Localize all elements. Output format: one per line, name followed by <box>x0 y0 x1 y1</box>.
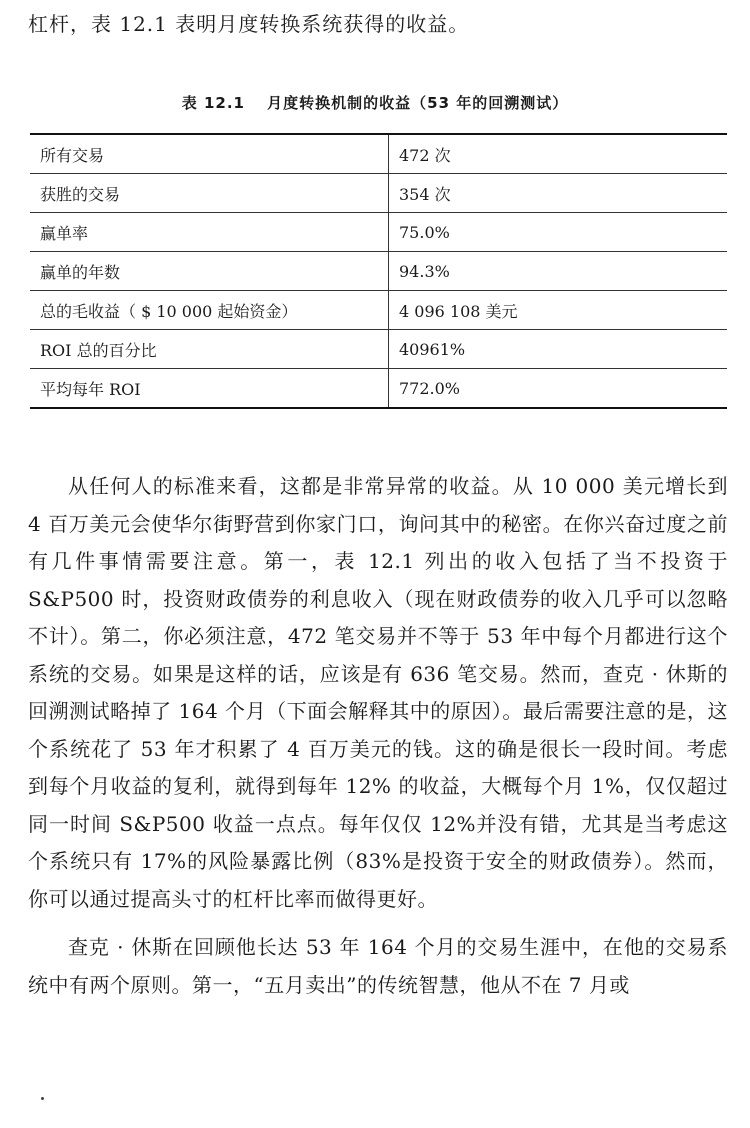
row-label: 总的毛收益（ $ 10 000 起始资金） <box>30 291 389 330</box>
paragraph: 从任何人的标准来看，这都是非常异常的收益。从 10 000 美元增长到 4 百万美元会使华尔街野营到你家门口，询问其中的秘密。在你兴奋过度之前有几件事情需要注意。第一，表 12.1 列出的收入包括了当不投资于 S&P500 时，投资财政债券的利息收入（现在财政债券的收入几乎可以忽略不计）。第二，你必须注意，472 笔交易并不等于 53 年中每个月都进行这个系统的交易。如果是这样的话，应该是有 636 笔交易。然而，查克 · 休斯的回溯测试略掉了 164 个月（下面会解释其中的原因）。最后需要注意的是，这个系统花了 53 年才积累了 4 百万美元的钱。这的确是很长一段时间。考虑到每个月收益的复利，就得到每年 12% 的收益，大概每个月 1%，仅仅超过同一时间 S&P500 收益一点点。每年仅仅 12%并没有错，尤其是当考虑这个系统只有 17%的风险暴露比例（83%是投资于安全的财政债券）。然而，你可以通过提高头寸的杠杆比率而做得更好。 <box>28 474 728 911</box>
table-row <box>30 252 727 291</box>
table-row <box>30 174 727 213</box>
row-value: 94.3% <box>389 252 728 291</box>
table-caption: 表 12.1 月度转换机制的收益（53 年的回溯测试） <box>181 94 569 112</box>
row-value: 4 096 108 美元 <box>389 291 728 330</box>
row-label: 赢单的年数 <box>30 252 389 291</box>
paragraph: 查克 · 休斯在回顾他长达 53 年 164 个月的交易生涯中，在他的交易系统中有两个原则。第一，“五月卖出”的传统智慧，他从不在 7 月或 <box>28 935 728 997</box>
table-row <box>30 213 727 252</box>
row-value: 354 次 <box>389 174 728 213</box>
row-label: ROI 总的百分比 <box>30 330 389 369</box>
row-value: 40961% <box>389 330 728 369</box>
row-value: 772.0% <box>389 369 728 409</box>
continuation-line: 杠杆，表 12.1 表明月度转换系统获得的收益。 <box>28 12 470 36</box>
row-value: 472 次 <box>399 145 451 165</box>
table-row <box>30 291 727 330</box>
body-text <box>28 468 728 1004</box>
table-row <box>30 330 727 369</box>
row-label: 获胜的交易 <box>30 174 389 213</box>
row-label: 赢单率 <box>30 213 389 252</box>
scan-speck <box>41 1097 44 1100</box>
returns-table <box>30 133 727 409</box>
row-label: 所有交易 <box>30 134 389 174</box>
row-label: 平均每年 ROI <box>30 369 389 409</box>
table-row <box>30 369 727 409</box>
table-row <box>30 134 727 174</box>
row-value: 75.0% <box>389 213 728 252</box>
